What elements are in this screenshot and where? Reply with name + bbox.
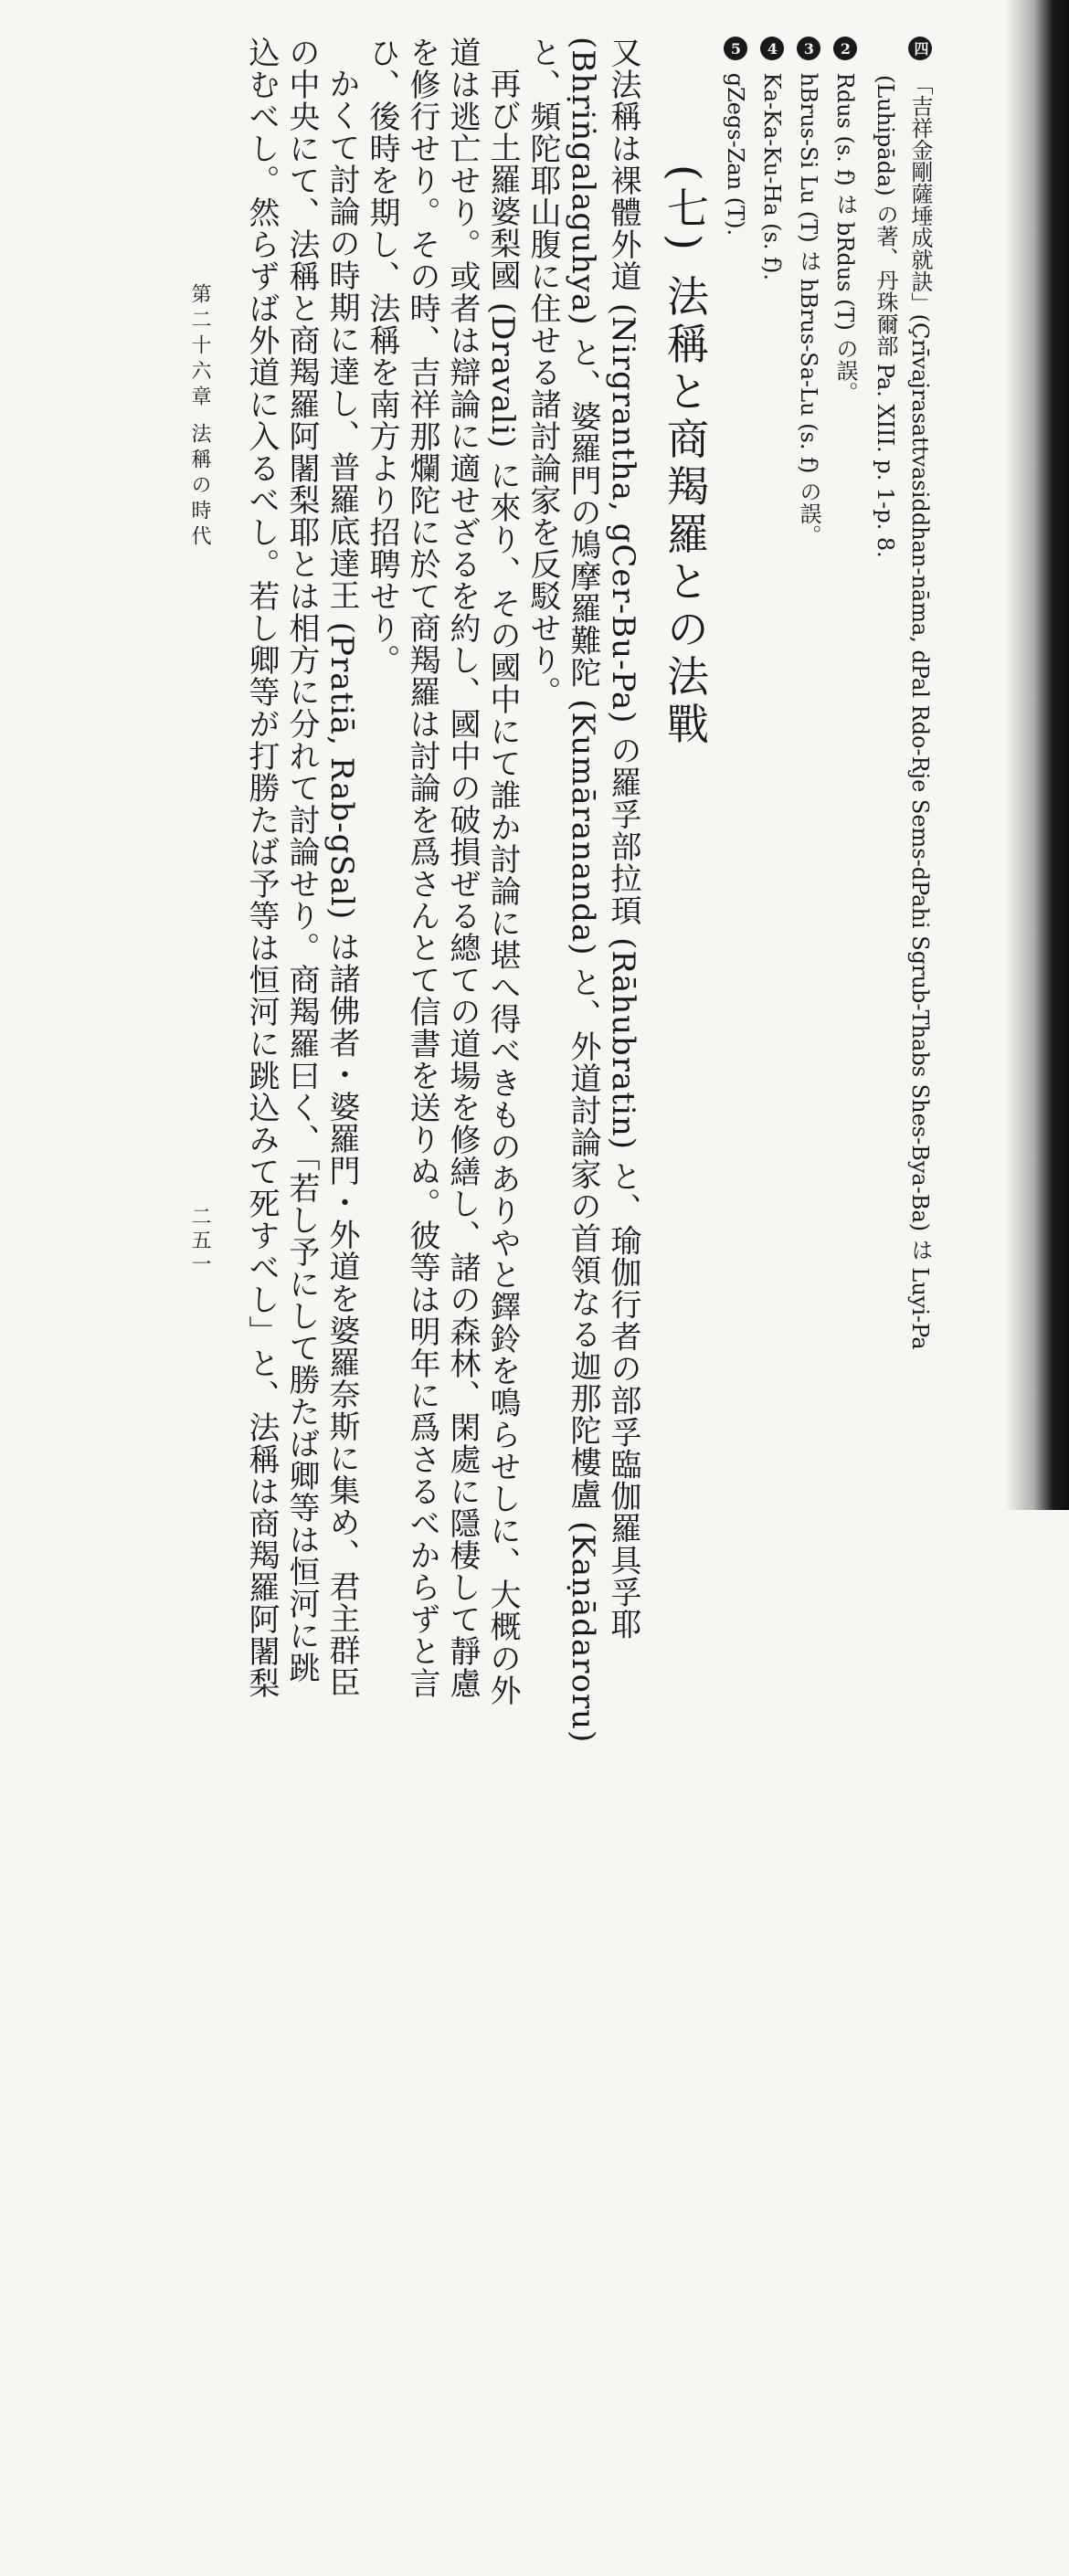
- footnote-5-text: gZegs-Zan (T).: [723, 72, 748, 237]
- paragraph-line: ひ、後時を期し、法稱を南方より招聘せり。: [364, 37, 400, 676]
- footnote-mark-5: 5: [724, 37, 747, 60]
- footnote-2: [833, 37, 857, 1407]
- page-number: 二五一: [188, 1206, 211, 1277]
- footnote-4: [760, 37, 784, 1407]
- scan-edge-shadow: [1005, 0, 1069, 1510]
- paragraph-line: と、頻陀耶山腹に住せる諸討論家を反駁せり。: [524, 37, 561, 708]
- page-content: [155, 37, 933, 1744]
- section-heading: (七) 法稱と商羯羅との法戰: [661, 164, 710, 750]
- footnote-mark-1: 四: [908, 37, 932, 60]
- footnote-5: [724, 37, 747, 1407]
- paragraph-line: かくて討論の時期に達し、普羅底達王 (Pratiā, Rab-gSal) は諸佛者・婆羅門・外道を婆羅奈斯に集め、君主群臣: [323, 68, 360, 1699]
- footnote-mark-3: 3: [797, 37, 820, 60]
- footnote-1: [908, 37, 932, 1407]
- paragraph-line: を修行せり。その時、吉祥那爛陀に於て商羯羅は討論を爲さんとて信書を送りぬ。彼等は明年に爲さるべからずと言: [404, 37, 440, 1699]
- footnote-3-text: hBrus-Si Lu (T) は hBrus-Sa-Lu (s. f) の誤。: [796, 72, 821, 546]
- paragraph-line: 込むべし。然らずば外道に入るべし。若し卿等が打勝たば予等は恒河に跳込みて死すべし」と、法稱は商羯羅阿闍梨: [243, 37, 280, 1699]
- footnote-3: [797, 37, 820, 1407]
- footnote-1-continued: [873, 75, 897, 1445]
- footnote-1-text: 「吉祥金剛薩埵成就訣」(Çrīvajrasattvasiddhan-nāma, dPal Rdo-Rje Sems-dPahi Sgrub-Thabs Shes-Bya-Ba) は Luyi-Pa: [907, 72, 933, 1350]
- footnote-mark-2: 2: [833, 37, 857, 60]
- footnote-4-text: Ka-Ka-Ku-Ha (s. f).: [759, 72, 785, 280]
- paragraph-line: 再び土羅婆梨國 (Dravali) に來り、その國中にて誰か討論に堪へ得べきものありやと鐸鈴を鳴らせしに、大概の外: [484, 68, 521, 1707]
- paragraph-line: (Bhṛiṅgalaguhya) と、婆羅門の鳩摩羅難陀 (Kumārananda) と、外道討論家の首領なる迦那陀樓盧 (Kaṇādaroru): [565, 37, 601, 1744]
- paragraph-line: の中央にて、法稱と商羯羅阿闍梨耶とは相方に分れて討論せり。商羯羅曰く、「若し予にして勝たば卿等は恒河に跳: [283, 37, 320, 1684]
- footnote-mark-4: 4: [760, 37, 784, 60]
- paragraph-line: 道は逃亡せり。或者は辯論に適せざるを約し、國中の破損ぜる總ての道場を修繕し、諸の森林、閑處に隱棲して靜慮: [444, 37, 481, 1699]
- footnote-2-text: Rdus (s. f) は bRdus (T) の誤。: [832, 72, 858, 404]
- paragraph-line: 又法稱は裸體外道 (Nirgrantha, gCer-Bu-Pa) の羅孚部拉頊 (Rāhubratin) と、瑜伽行者の部孚臨伽羅具孚耶: [605, 37, 641, 1641]
- running-footer-title: 第二十六章 法稱の時代: [188, 283, 211, 551]
- footnote-1-continued-text: (Luhipāda) の著、丹珠爾部 Pa. XIII. p. 1-p. 8.: [873, 75, 898, 558]
